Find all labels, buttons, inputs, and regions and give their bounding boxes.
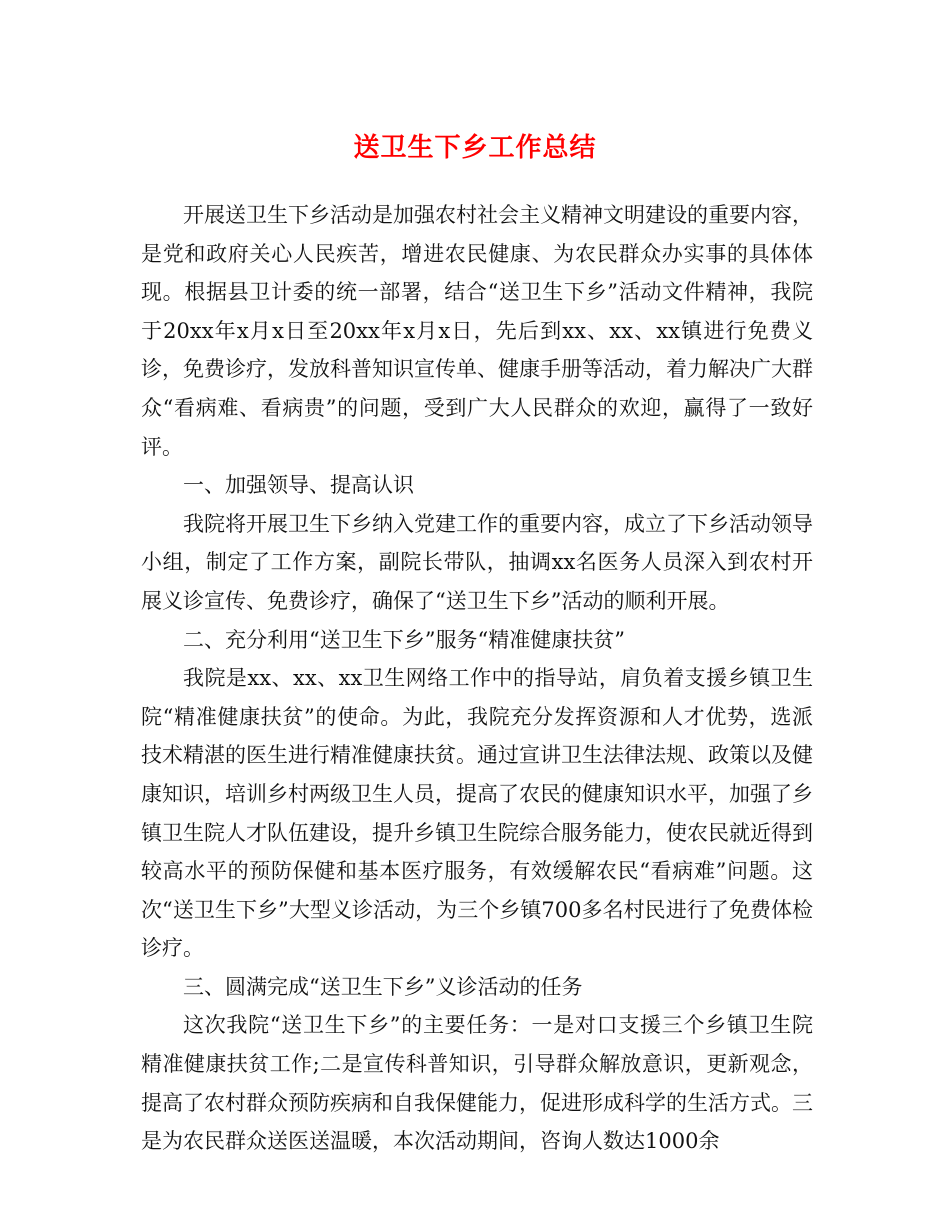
section-heading-3: 三、圆满完成“送卫生下乡”义诊活动的任务 — [183, 974, 583, 999]
section-heading-2: 二、充分利用“送卫生下乡”服务“精准健康扶贫” — [183, 627, 625, 652]
section-paragraph-3: 这次我院“送卫生下乡”的主要任务：一是对口支援三个乡镇卫生院精准健康扶贫工作;二是宣传科普知识，引导群众解放意识，更新观念，提高了农村群众预防疾病和自我保健能力，促进形成科学的生活方式。三是为农民群众送医送温暖，本次活动期间，咨询人数达1000余 — [141, 1013, 813, 1154]
document-title: 送卫生下乡工作总结 — [353, 133, 597, 163]
document-body — [141, 196, 813, 1161]
section-paragraph-1: 我院将开展卫生下乡纳入党建工作的重要内容，成立了下乡活动领导小组，制定了工作方案，副院长带队，抽调xx名医务人员深入到农村开展义诊宣传、免费诊疗，确保了“送卫生下乡”活动的顺利开展。 — [141, 511, 813, 613]
section-heading-1: 一、加强领导、提高认识 — [183, 473, 414, 498]
section-paragraph-2: 我院是xx、xx、xx卫生网络工作中的指导站，肩负着支援乡镇卫生院“精准健康扶贫”的使命。为此，我院充分发挥资源和人才优势，选派技术精湛的医生进行精准健康扶贫。通过宣讲卫生法律法规、政策以及健康知识，培训乡村两级卫生人员，提高了农民的健康知识水平，加强了乡镇卫生院人才队伍建设，提升乡镇卫生院综合服务能力，使农民就近得到较高水平的预防保健和基本医疗服务，有效缓解农民“看病难”问题。这次“送卫生下乡”大型义诊活动，为三个乡镇700多名村民进行了免费体检诊疗。 — [141, 666, 813, 961]
intro-paragraph: 开展送卫生下乡活动是加强农村社会主义精神文明建设的重要内容，是党和政府关心人民疾苦，增进农民健康、为农民群众办实事的具体体现。根据县卫计委的统一部署，结合“送卫生下乡”活动文件精神，我院于20xx年x月x日至20xx年x月x日，先后到xx、xx、xx镇进行免费义诊，免费诊疗，发放科普知识宣传单、健康手册等活动，着力解决广大群众“看病难、看病贵”的问题，受到广大人民群众的欢迎，赢得了一致好评。 — [141, 203, 813, 459]
